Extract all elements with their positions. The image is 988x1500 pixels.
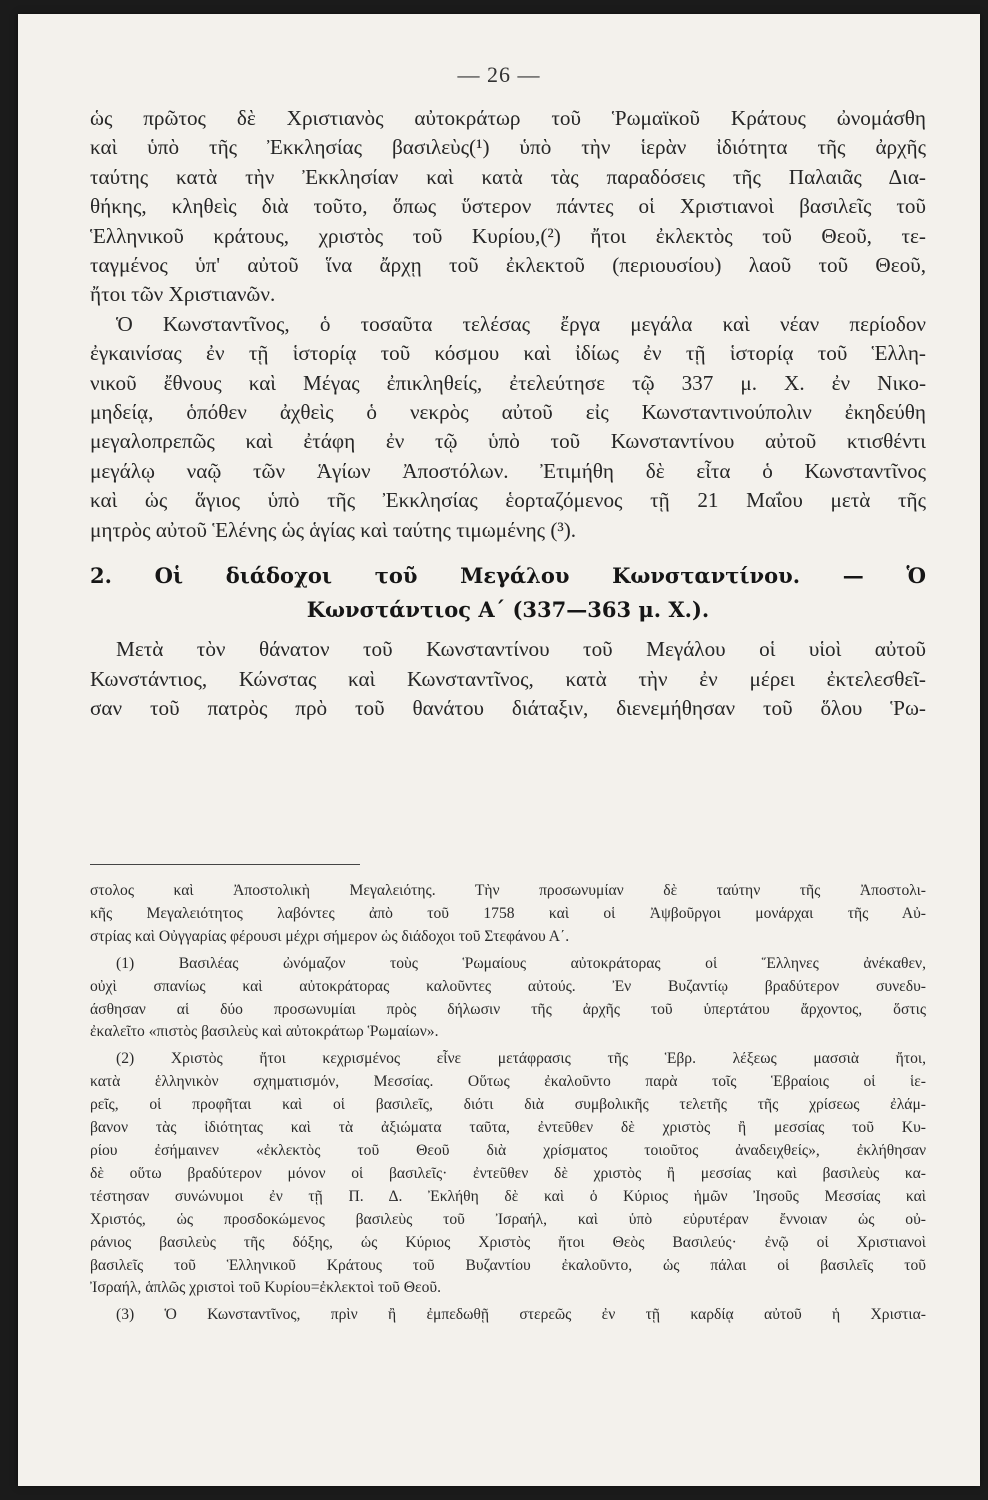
footnote-line: οὐχὶ σπανίως καὶ αὐτοκράτορας καλοῦντες αὐτούς. Ἐν Βυζαντίῳ βραδύτερον συνεδυ-: [90, 977, 926, 995]
footnote-line: δὲ οὕτω βραδύτερον μόνον οἱ βασιλεῖς· ἐντεῦθεν δὲ χριστὸς ἢ μεσσίας καὶ βασιλεὺς κα-: [90, 1164, 926, 1182]
footnote-line: βασιλεῖς τοῦ Ἑλληνικοῦ Κράτους τοῦ Βυζαντίου ἐκαλοῦντο, ὡς πάλαι οἱ βασιλεῖς τοῦ: [90, 1256, 926, 1274]
text-line: ἐγκαινίσας ἐν τῇ ἱστορίᾳ τοῦ κόσμου καὶ ἰδίως ἐν τῇ ἱστορίᾳ τοῦ Ἑλλη-: [90, 341, 926, 366]
text-line: ταγμένος ὑπ' αὐτοῦ ἵνα ἄρχῃ τοῦ ἐκλεκτοῦ (περιουσίου) λαοῦ τοῦ Θεοῦ,: [90, 253, 926, 278]
text-line: Μετὰ τὸν θάνατον τοῦ Κωνσταντίνου τοῦ Μεγάλου οἱ υἱοὶ αὐτοῦ: [116, 637, 926, 662]
text-line: μεγαλοπρεπῶς καὶ ἐτάφη ἐν τῷ ὑπὸ τοῦ Κωνσταντίνου αὐτοῦ κτισθέντι: [90, 429, 926, 454]
text-line: Ὁ Κωνσταντῖνος, ὁ τοσαῦτα τελέσας ἔργα μεγάλα καὶ νέαν περίοδον: [116, 311, 926, 336]
footnote-line: στολος καὶ Ἀποστολικὴ Μεγαλειότης. Τὴν προσωνυμίαν δὲ ταύτην τῆς Ἀποστολι-: [90, 882, 926, 899]
footnote-line: (2) Χριστὸς ἤτοι κεχρισμένος εἶνε μετάφρασις τῆς Ἑβρ. λέξεως μασσιὰ ἤτοι,: [116, 1050, 926, 1068]
text-line: ὡς πρῶτος δὲ Χριστιανὸς αὐτοκράτωρ τοῦ Ῥωμαϊκοῦ Κράτους ὠνομάσθη: [90, 106, 926, 130]
footnote-2: [90, 1048, 926, 1300]
footnote-line: βανον τὰς ἰδιότητας καὶ τὰ ἀξιώματα ταῦτα, ἐντεῦθεν δὲ χριστὸς ἢ μεσσίας τοῦ Κυ-: [90, 1119, 926, 1137]
footnote-line: τέστησαν συνώνυμοι ἐν τῇ Π. Δ. Ἐκλήθη δὲ καὶ ὁ Κύριος ἡμῶν Ἰησοῦς Μεσσίας καὶ: [90, 1187, 926, 1205]
text-line: Κωνστάντιος, Κώνστας καὶ Κωνσταντῖνος, κατὰ τὴν ἐν μέρει ἐκτελεσθεῖ-: [90, 666, 926, 691]
text-line: Ἑλληνικοῦ κράτους, χριστὸς τοῦ Κυρίου,(²) ἤτοι ἐκλεκτὸς τοῦ Θεοῦ, τε-: [90, 223, 926, 248]
footnote-line: άσθησαν αἱ δύο προσωνυμίαι πρὸς δήλωσιν τῆς ἀρχῆς τοῦ ὑπερτάτου ἄρχοντος, ὅστις: [90, 1000, 926, 1018]
footnote-line: ρεῖς, οἱ προφῆται καὶ οἱ βασιλεῖς, διότι διὰ συμβολικῆς τελετῆς τῆς χρίσεως ἐλάμ-: [90, 1096, 926, 1114]
text-line: μεγάλῳ ναῷ τῶν Ἁγίων Ἀποστόλων. Ἐτιμήθη δὲ εἶτα ὁ Κωνσταντῖνος: [90, 458, 926, 483]
text-line: ταύτης κατὰ τὴν Ἐκκλησίαν καὶ κατὰ τὰς παραδόσεις τῆς Παλαιᾶς Δια-: [90, 164, 926, 189]
text-line: θήκης, κληθεὶς διὰ τοῦτο, ὅπως ὕστερον πάντες οἱ Χριστιανοὶ βασιλεῖς τοῦ: [90, 194, 926, 219]
text-line: σαν τοῦ πατρὸς πρὸ τοῦ θανάτου διάταξιν, διενεμήθησαν τοῦ ὅλου Ῥω-: [90, 695, 926, 720]
footnote-line: κῆς Μεγαλειότητος λαβόντες ἀπὸ τοῦ 1758 καὶ οἱ Ἀψβοῦργοι μονάρχαι τῆς Αὐ-: [90, 904, 926, 922]
footnote-line: (3) Ὁ Κωνσταντῖνος, πρὶν ἢ ἐμπεδωθῇ στερεῶς ἐν τῇ καρδίᾳ αὐτοῦ ἡ Χριστια-: [116, 1306, 926, 1324]
footnote-line: στρίας καὶ Οὐγγαρίας φέρουσι μέχρι σήμερον ὡς διάδοχοι τοῦ Στεφάνου Α΄.: [90, 927, 570, 945]
section-paragraph: [90, 635, 926, 723]
page-number: — 26 —: [457, 62, 541, 87]
heading-line: 2. Οἱ διάδοχοι τοῦ Μεγάλου Κωνσταντίνου. — Ὁ: [90, 563, 926, 589]
footnote-divider: [90, 864, 360, 865]
book-page: [18, 14, 980, 1486]
text-line: ἤτοι τῶν Χριστιανῶν.: [90, 282, 276, 307]
footnotes: [90, 880, 926, 1327]
text-line: νικοῦ ἔθνους καὶ Μέγας ἐπικληθείς, ἐτελεύτησε τῷ 337 μ. Χ. ἐν Νικο-: [90, 370, 926, 395]
footnote-line: (1) Βασιλέας ὠνόμαζον τοὺς Ῥωμαίους αὐτοκράτορας οἱ Ἕλληνες ἀνέκαθεν,: [116, 954, 926, 972]
footnote-line: ἐκαλεῖτο «πιστὸς βασιλεὺς καὶ αὐτοκράτωρ Ῥωμαίων».: [90, 1023, 439, 1041]
footnote-line: Ἰσραήλ, ἁπλῶς χριστοὶ τοῦ Κυρίου=ἐκλεκτοὶ τοῦ Θεοῦ.: [90, 1279, 441, 1297]
section-heading: [90, 559, 926, 627]
footnote-3: [90, 1304, 926, 1327]
text-line: καὶ ὡς ἅγιος ὑπὸ τῆς Ἐκκλησίας ἑορταζόμενος τῇ 21 Μαΐου μετὰ τῆς: [90, 488, 926, 513]
footnote-line: ρίου ἐσήμαινεν «ἐκλεκτὸς τοῦ Θεοῦ διὰ χρίσματος τοιοῦτος ἀναδειχθείς», ἐκλήθησαν: [90, 1141, 926, 1159]
heading-line: Κωνστάντιος Α΄ (337—363 μ. Χ.).: [306, 597, 710, 623]
main-text: [90, 104, 926, 723]
footnote-line: ράνιος βασιλεὺς τῆς δόξης, ὡς Κύριος Χριστὸς ἤτοι Θεὸς Βασιλεύς· ἐνῷ οἱ Χριστιανοὶ: [90, 1233, 926, 1251]
footnote-line: Χριστός, ὡς προσδοκώμενος βασιλεὺς τοῦ Ἰσραήλ, καὶ ὑπὸ εὐρυτέραν ἔννοιαν ὡς οὐ-: [90, 1210, 926, 1228]
footnote-1: [90, 953, 926, 1045]
footnote-line: κατὰ ἑλληνικὸν σχηματισμόν, Μεσσίας. Οὕτως ἐκαλοῦντο παρὰ τοῖς Ἑβραίοις οἱ ἱε-: [90, 1073, 926, 1091]
footnote-continued: [90, 880, 926, 949]
text-line: μητρὸς αὐτοῦ Ἑλένης ὡς ἁγίας καὶ ταύτης τιμωμένης (³).: [90, 517, 577, 542]
text-line: καὶ ὑπὸ τῆς Ἐκκλησίας βασιλεὺς(¹) ὑπὸ τὴν ἱερὰν ἰδιότητα τῆς ἀρχῆς: [90, 135, 926, 160]
text-line: μηδείᾳ, ὁπόθεν ἀχθεὶς ὁ νεκρὸς αὐτοῦ εἰς Κωνσταντινούπολιν ἐκηδεύθη: [90, 400, 926, 425]
